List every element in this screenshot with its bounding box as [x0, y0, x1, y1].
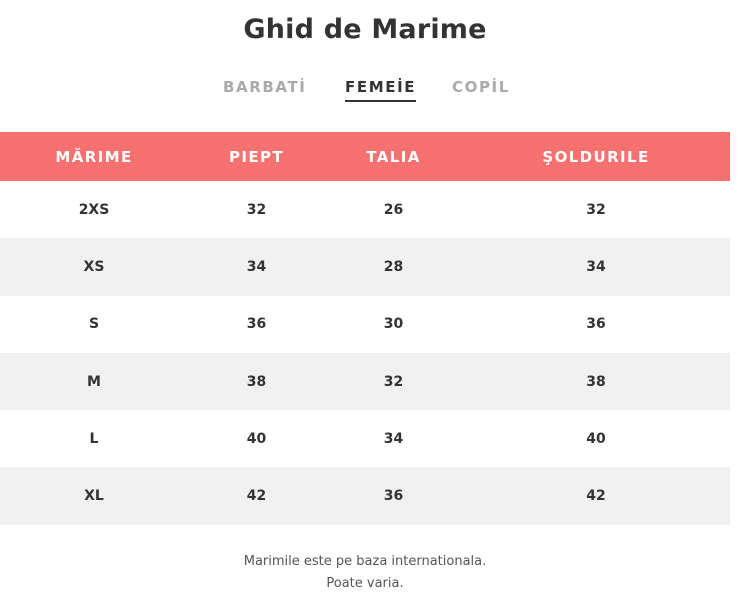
cell-piept: 42 [246, 488, 267, 505]
cell-talia: 26 [383, 201, 404, 218]
cell-piept: 32 [246, 201, 267, 218]
cell-soldurile: 36 [586, 316, 606, 333]
size-table [0, 132, 730, 525]
gender-tabs [0, 78, 730, 108]
cell-talia: 28 [383, 258, 404, 275]
header-talia: TALIA [366, 147, 421, 166]
header-marime: MĂRIME [55, 147, 133, 166]
table-row [0, 467, 730, 524]
table-row [0, 296, 730, 353]
cell-soldurile: 34 [586, 258, 606, 275]
cell-size: XS [83, 258, 105, 275]
note-line-1: Marimile este pe baza internationala. [243, 554, 487, 569]
size-note [0, 551, 730, 595]
tab-copil[interactable]: COPİL [452, 78, 510, 96]
table-row [0, 181, 730, 238]
cell-size: L [89, 430, 99, 447]
page-title: Ghid de Marime [243, 14, 487, 45]
cell-piept: 38 [246, 373, 267, 390]
cell-talia: 32 [383, 373, 404, 390]
table-row [0, 410, 730, 467]
cell-soldurile: 40 [586, 430, 606, 447]
cell-soldurile: 42 [586, 488, 606, 505]
cell-size: XL [84, 488, 104, 505]
note-line-2: Poate varia. [326, 576, 404, 591]
cell-talia: 34 [383, 430, 404, 447]
cell-talia: 36 [383, 488, 404, 505]
cell-piept: 34 [246, 258, 267, 275]
tab-barbati[interactable]: BARBATİ [223, 78, 307, 96]
table-header-row [0, 132, 730, 181]
cell-piept: 36 [246, 316, 267, 333]
table-row [0, 353, 730, 410]
cell-size: S [88, 316, 100, 333]
header-soldurile: ŞOLDURILE [542, 147, 650, 166]
table-row [0, 238, 730, 295]
cell-size: 2XS [78, 201, 110, 218]
cell-piept: 40 [246, 430, 267, 447]
tab-femeie[interactable]: FEMEİE [345, 78, 416, 102]
cell-soldurile: 38 [586, 373, 606, 390]
cell-talia: 30 [383, 316, 404, 333]
cell-size: M [87, 373, 101, 390]
cell-soldurile: 32 [586, 201, 606, 218]
header-piept: PIEPT [228, 147, 285, 166]
